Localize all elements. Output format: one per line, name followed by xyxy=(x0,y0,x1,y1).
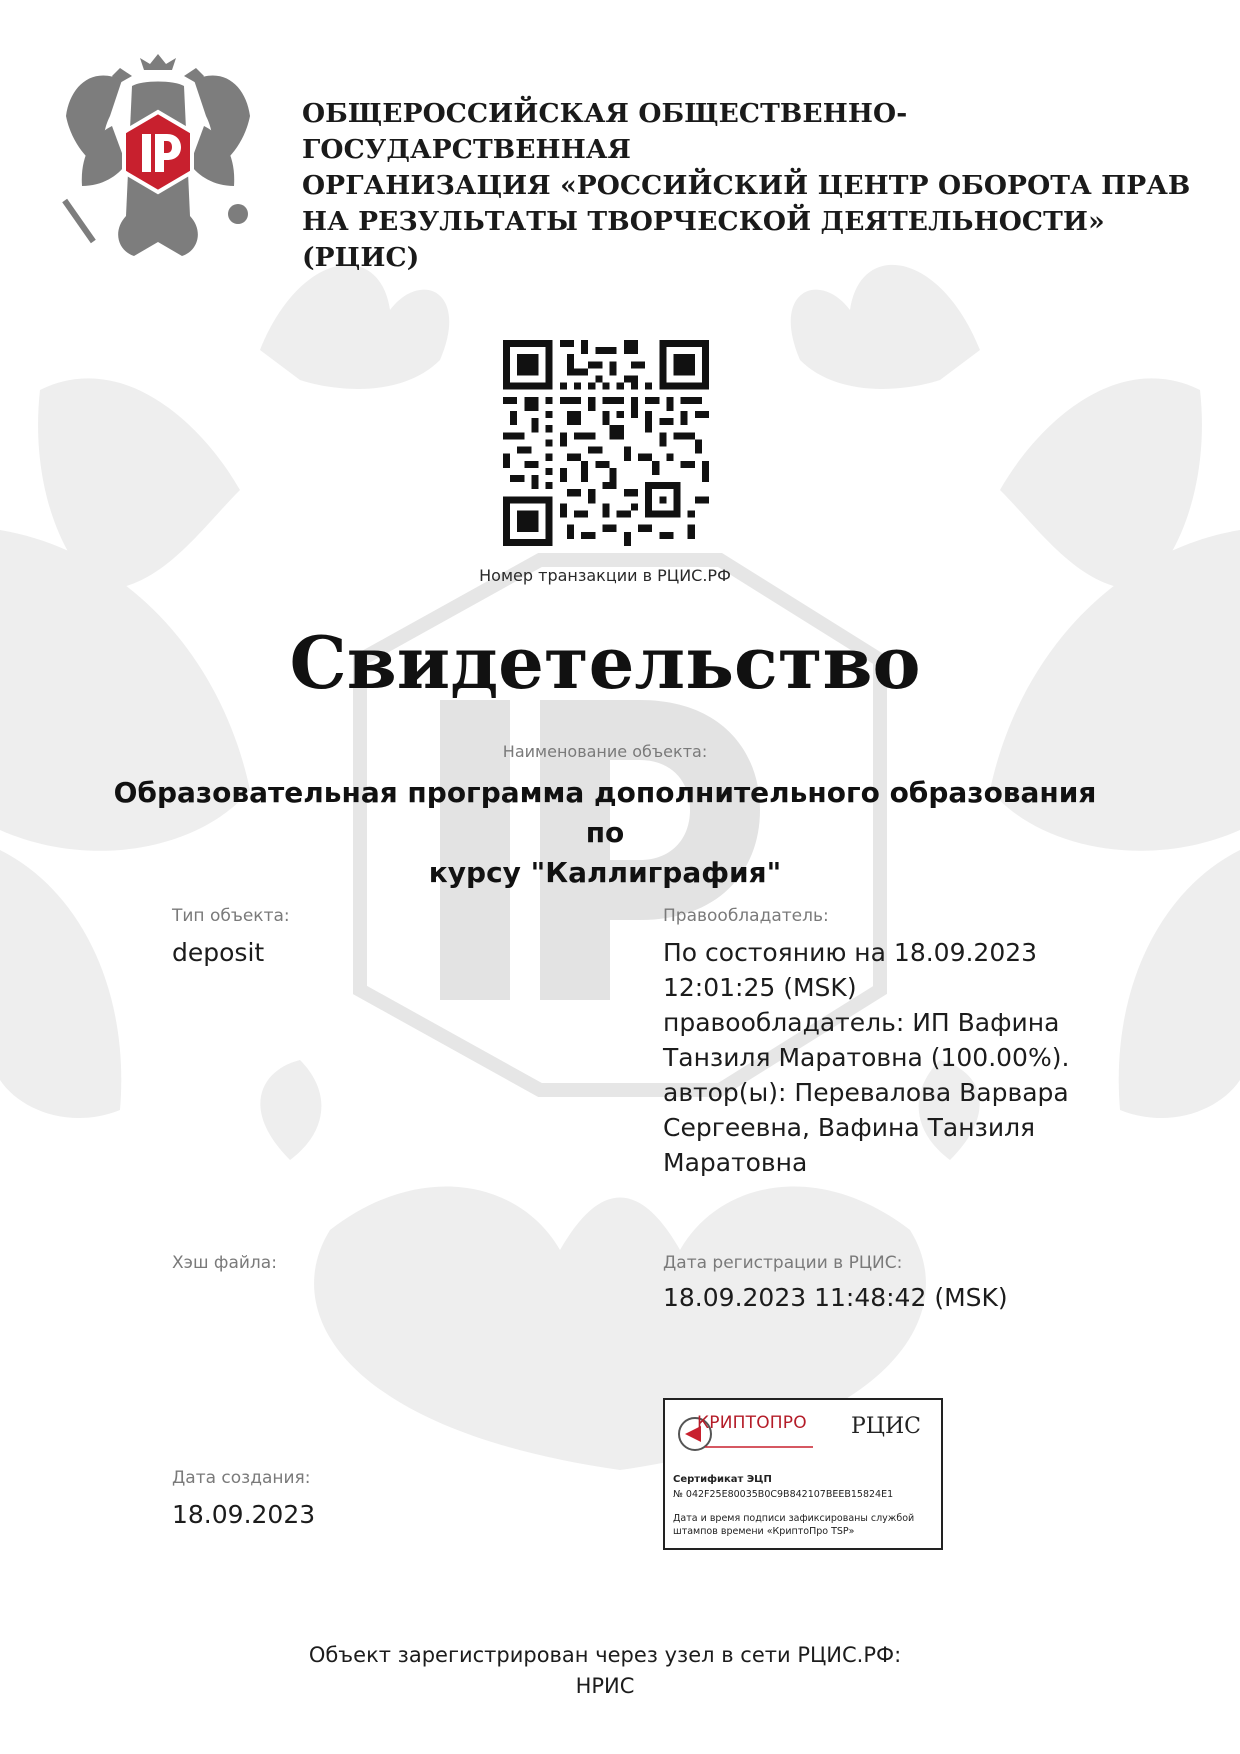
file-hash-label: Хэш файла: xyxy=(172,1253,277,1273)
digital-signature-stamp xyxy=(663,1398,943,1550)
qr-code-icon[interactable] xyxy=(503,340,709,546)
rightholder-label: Правообладатель: xyxy=(663,906,829,926)
creation-date-value: 18.09.2023 xyxy=(172,1500,316,1529)
object-type-value: deposit xyxy=(172,938,265,967)
certificate-number: № 042F25E80035B0C9B842107BEEB15824E1 xyxy=(673,1489,894,1500)
footer-note xyxy=(0,1640,1210,1702)
org-line: ОБЩЕРОССИЙСКАЯ ОБЩЕСТВЕННО-ГОСУДАРСТВЕННАЯ xyxy=(302,98,908,165)
timestamp-note-line: Дата и время подписи зафиксированы службой xyxy=(673,1513,915,1524)
org-line: НА РЕЗУЛЬТАТЫ ТВОРЧЕСКОЙ ДЕЯТЕЛЬНОСТИ» (РЦИС) xyxy=(302,206,1105,273)
eagle-emblem-logo xyxy=(62,46,254,266)
rightholder-line: Маратовна xyxy=(663,1148,808,1177)
qr-caption: Номер транзакции в РЦИС.РФ xyxy=(479,566,731,585)
rightholder-value xyxy=(663,935,1143,1180)
organization-name xyxy=(302,96,1202,276)
object-name-line: Образовательная программа дополнительного образования по xyxy=(113,776,1097,849)
rightholder-line: правообладатель: ИП Вафина xyxy=(663,1008,1060,1037)
object-name-label: Наименование объекта: xyxy=(502,742,708,761)
registration-date-value: 18.09.2023 11:48:42 (MSK) xyxy=(663,1283,1008,1312)
footer-line: НРИС xyxy=(575,1674,635,1698)
object-name-line: курсу "Каллиграфия" xyxy=(428,856,782,889)
cryptopro-brand: КРИПТОПРО xyxy=(697,1413,807,1433)
rightholder-line: автор(ы): Перевалова Варвара xyxy=(663,1078,1069,1107)
rightholder-line: Танзиля Маратовна (100.00%). xyxy=(663,1043,1070,1072)
rightholder-line: По состоянию на 18.09.2023 xyxy=(663,938,1038,967)
certificate-title-small: Сертификат ЭЦП xyxy=(673,1474,772,1485)
object-type-label: Тип объекта: xyxy=(172,906,290,926)
creation-date-label: Дата создания: xyxy=(172,1468,311,1488)
registration-date-label: Дата регистрации в РЦИС: xyxy=(663,1253,903,1273)
object-name xyxy=(100,773,1110,893)
org-line: ОРГАНИЗАЦИЯ «РОССИЙСКИЙ ЦЕНТР ОБОРОТА ПРАВ xyxy=(302,170,1191,201)
certificate-title: Свидетельство xyxy=(289,620,921,705)
rightholder-line: 12:01:25 (MSK) xyxy=(663,973,857,1002)
timestamp-note xyxy=(673,1512,935,1538)
timestamp-note-line: штампов времени «КриптоПро TSP» xyxy=(673,1526,855,1537)
footer-line: Объект зарегистрирован через узел в сети РЦИС.РФ: xyxy=(308,1643,902,1667)
rightholder-line: Сергеевна, Вафина Танзиля xyxy=(663,1113,1036,1142)
signature-org-short: РЦИС xyxy=(851,1414,922,1439)
